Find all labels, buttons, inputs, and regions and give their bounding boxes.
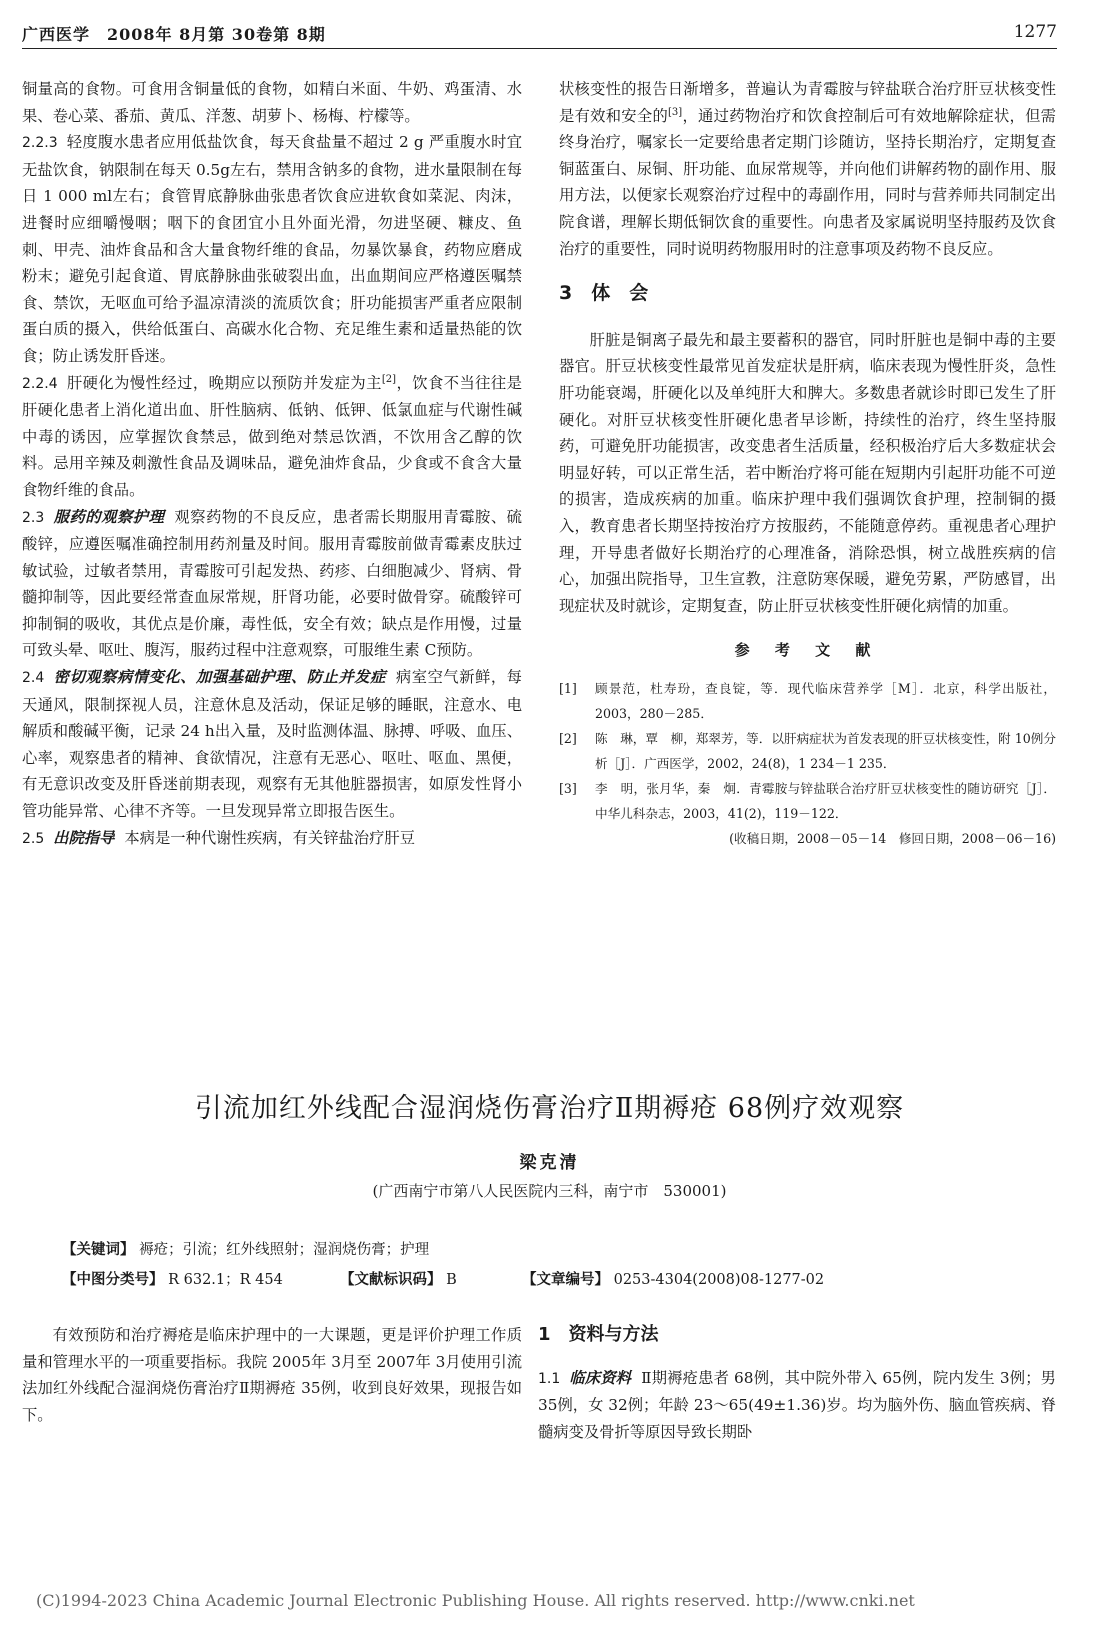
journal-info: 广西医学 2008年 8月第 30卷第 8期 (22, 25, 326, 44)
paragraph: 肝脏是铜离子最先和最主要蓄积的器官，同时肝脏也是铜中毒的主要器官。肝豆状核变性最常见首发症状是肝病，临床表现为慢性肝炎，急性肝功能衰竭，肝硬化以及单纯肝大和脾大。多数患者就诊时即已发生了肝硬化。对肝豆状核变性肝硬化患者早诊断，持续性的治疗，终生坚持服药，可避免肝功能损害，改变患者生活质量，经积极治疗后大多数症状会明显好转，可以正常生活，若中断治疗将可能在短期内引起肝功能不可逆的损害，造成疾病的加重。临床护理中我们强调饮食护理，控制铜的摄入，教育患者长期坚持按治疗方按服药，不能随意停药。重视患者心理护理，开导患者做好长期治疗的心理准备，消除恐惧，树立战胜疾病的信心，加强出院指导，卫生宣教，注意防寒保暖，避免劳累，严防感冒，出现症状及时就诊，定期复查，防止肝豆状核变性肝硬化病情的加重。 (559, 330, 1056, 615)
left-column (22, 76, 522, 852)
keywords-line (62, 1238, 429, 1259)
section-1-1 (538, 1365, 1056, 1446)
section-text: 观察药物的不良反应，患者需长期服用青霉胺、硫酸锌，应遵医嘱准确控制用药剂量及时间。服用青霉胺前做青霉素皮肤过敏试验，过敏者禁用，青霉胺可引起发热、药疹、白细胞减少、肾病、骨髓抑制等，因此要经常查血尿常规，肝肾功能，必要时做骨穿。硫酸锌可抑制铜的吸收，其优点是价廉，毒性低，安全有效；缺点是作用慢，过量可致头晕、呕吐、腹泻，服药过程中注意观察，可服维生素 C预防。 (22, 507, 522, 660)
section-2-4 (22, 664, 522, 825)
section-text: 本病是一种代谢性疾病，有关锌盐治疗肝豆 (124, 828, 415, 847)
reference-number: [3] (559, 780, 577, 796)
doc-code-field (340, 1268, 457, 1289)
paragraph (559, 76, 1056, 262)
clc-value: R 632.1；R 454 (168, 1272, 283, 1288)
references-title: 参 考 文 献 (734, 641, 881, 660)
section-number: 2.2.3 (22, 135, 58, 152)
article-number-value: 0253-4304(2008)08-1277-02 (613, 1272, 825, 1288)
article-number-label: 【文章编号】 (522, 1271, 609, 1288)
section-text: 病室空气新鲜，每天通风，限制探视人员，注意休息及活动，保证足够的睡眠，注意水、电解质和酸碱平衡，记录 24 h出入量，及时监测体温、脉搏、呼吸、血压、心率，观察患者的精神、食欲情况，注意有无恶心、呕吐、呕血、黑便，有无意识改变及肝昏迷前期表现，观察有无其他脏器损害，如原发性肾小管功能异常、心律不齐等。一旦发现异常立即报告医生。 (22, 668, 522, 821)
section-2-2-3 (22, 129, 522, 369)
section-2-5 (22, 825, 522, 853)
paragraph: 铜量高的食物。可食用含铜量低的食物，如精白米面、牛奶、鸡蛋清、水果、卷心菜、番茄、黄瓜、洋葱、胡萝卜、杨梅、柠檬等。 (22, 80, 522, 125)
article-title: 引流加红外线配合湿润烧伤膏治疗Ⅱ期褥疮 68例疗效观察 (194, 1093, 905, 1124)
section-number: 1.1 (538, 1370, 561, 1387)
reference-item (559, 726, 1056, 776)
paragraph-text: ，通过药物治疗和饮食控制后可有效地解除症状，但需终身治疗，嘱家长一定要给患者定期门诊随访，坚持长期治疗，定期复查铜蓝蛋白、尿铜、肝功能、血尿常规等，并向他们讲解药物的副作用、服用方法，以便家长观察治疗过程中的毒副作用，同时与营养师共同制定出院食谱，理解长期低铜饮食的重要性。向患者及家属说明坚持服药及饮食治疗的重要性，同时说明药物服用时的注意事项及药物不良反应。 (559, 106, 1056, 258)
article-number-field (522, 1268, 824, 1289)
section-1-heading: 1 资料与方法 (538, 1324, 659, 1345)
keywords-label: 【关键词】 (62, 1241, 135, 1258)
reference-item (559, 776, 1056, 826)
author: 梁克清 (519, 1153, 580, 1173)
doc-code-label: 【文献标识码】 (340, 1271, 442, 1288)
methods-column (538, 1322, 1056, 1445)
section-2-2-4 (22, 370, 522, 504)
right-column (559, 76, 1056, 851)
section-title: 出院指导 (53, 828, 115, 847)
section-title: 密切观察病情变化、加强基础护理、防止并发症 (53, 668, 386, 687)
section-3-heading: 3 体 会 (559, 282, 649, 305)
paragraph-text: 状核变性的报告日渐增多，普遍认为青霉胺与锌盐联合治疗肝豆状核变性是有效和安全的 (559, 80, 1056, 125)
reference-number: [1] (559, 680, 577, 696)
section-text: ，饮食不当往往是肝硬化患者上消化道出血、肝性脑病、低钠、低钾、低氯血症与代谢性碱中毒的诱因，应掌握饮食禁忌，做到绝对禁忌饮酒，不饮用含乙醇的饮料。忌用辛辣及刺激性食品及调味品，避免油炸食品，少食或不食含大量食物纤维的食品。 (22, 373, 522, 499)
section-text: 轻度腹水患者应用低盐饮食，每天食盐量不超过 2 g 严重腹水时宜无盐饮食，钠限制在每天 0.5g左右，禁用含钠多的食物，进水量限制在每日 1 000 ml左右；食管胃底静脉曲张患者饮食应进软食如菜泥、肉沫，进餐时应细嚼慢咽；咽下的食团宜小且外面光滑，勿进坚硬、糠皮、鱼刺、甲壳、油炸食品和含大量食物纤维的食品，勿暴饮暴食，药物应磨成粉末；避免引起食道、胃底静脉曲张破裂出血，出血期间应严格遵医嘱禁食、禁饮，无呕血可给予温凉清淡的流质饮食；肝功能损害严重者应限制蛋白质的摄入，供给低蛋白、高碳水化合物、充足维生素和适量热能的饮食；防止诱发肝昏迷。 (22, 133, 522, 365)
clc-field (62, 1268, 283, 1289)
reference-item (559, 676, 1056, 726)
section-text: Ⅱ期褥疮患者 68例，其中院外带入 65例，院内发生 3例；男 35例，女 32例；年龄 23～65(49±1.36)岁。均为脑外伤、脑血管疾病、脊髓病变及骨折等原因导致长期卧 (538, 1368, 1056, 1441)
section-title: 临床资料 (569, 1368, 632, 1387)
section-title: 服药的观察护理 (53, 507, 165, 526)
citation: [3] (668, 106, 683, 118)
citation: [2] (381, 373, 397, 385)
affiliation: (广西南宁市第八人民医院内三科，南宁市 530001) (372, 1182, 727, 1200)
copyright-footer: (C)1994-2023 China Academic Journal Electronic Publishing House. All rights reserved. http://www.cnki.net (36, 1591, 915, 1610)
reference-text: 陈 琳，覃 柳，郑翠芳，等．以肝病症状为首发表现的肝豆状核变性，附 10例分析［J］．广西医学，2002，24(8)，1 234－1 235． (595, 730, 1056, 771)
clc-label: 【中图分类号】 (62, 1271, 164, 1288)
running-header (22, 22, 1057, 49)
section-number: 2.5 (22, 830, 45, 847)
reference-text: 李 明，张月华，秦 炯．青霉胺与锌盐联合治疗肝豆状核变性的随访研究［J］．中华儿科杂志，2003，41(2)，119－122． (595, 780, 1056, 821)
section-number: 2.2.4 (22, 375, 58, 392)
intro-column (22, 1322, 522, 1428)
section-2-3 (22, 504, 522, 665)
intro-paragraph: 有效预防和治疗褥疮是临床护理中的一大课题，更是评价护理工作质量和管理水平的一项重要指标。我院 2005年 3月至 2007年 3月使用引流法加红外线配合湿润烧伤膏治疗Ⅱ期褥疮 35例，收到良好效果，现报告如下。 (22, 1326, 522, 1424)
received-dates: (收稿日期，2008－05－14 修回日期，2008－06－16) (729, 830, 1056, 846)
reference-number: [2] (559, 730, 577, 746)
section-number: 2.3 (22, 509, 45, 526)
keywords: 褥疮；引流；红外线照射；湿润烧伤膏；护理 (139, 1242, 430, 1258)
page-number: 1277 (1013, 22, 1057, 42)
section-number: 2.4 (22, 670, 45, 687)
doc-code-value: B (446, 1272, 457, 1288)
reference-text: 顾景范，杜寿玢，查良锭，等．现代临床营养学［M］．北京，科学出版社，2003，280－285． (595, 680, 1056, 721)
section-text: 肝硬化为慢性经过，晚期应以预防并发症为主 (66, 373, 382, 392)
